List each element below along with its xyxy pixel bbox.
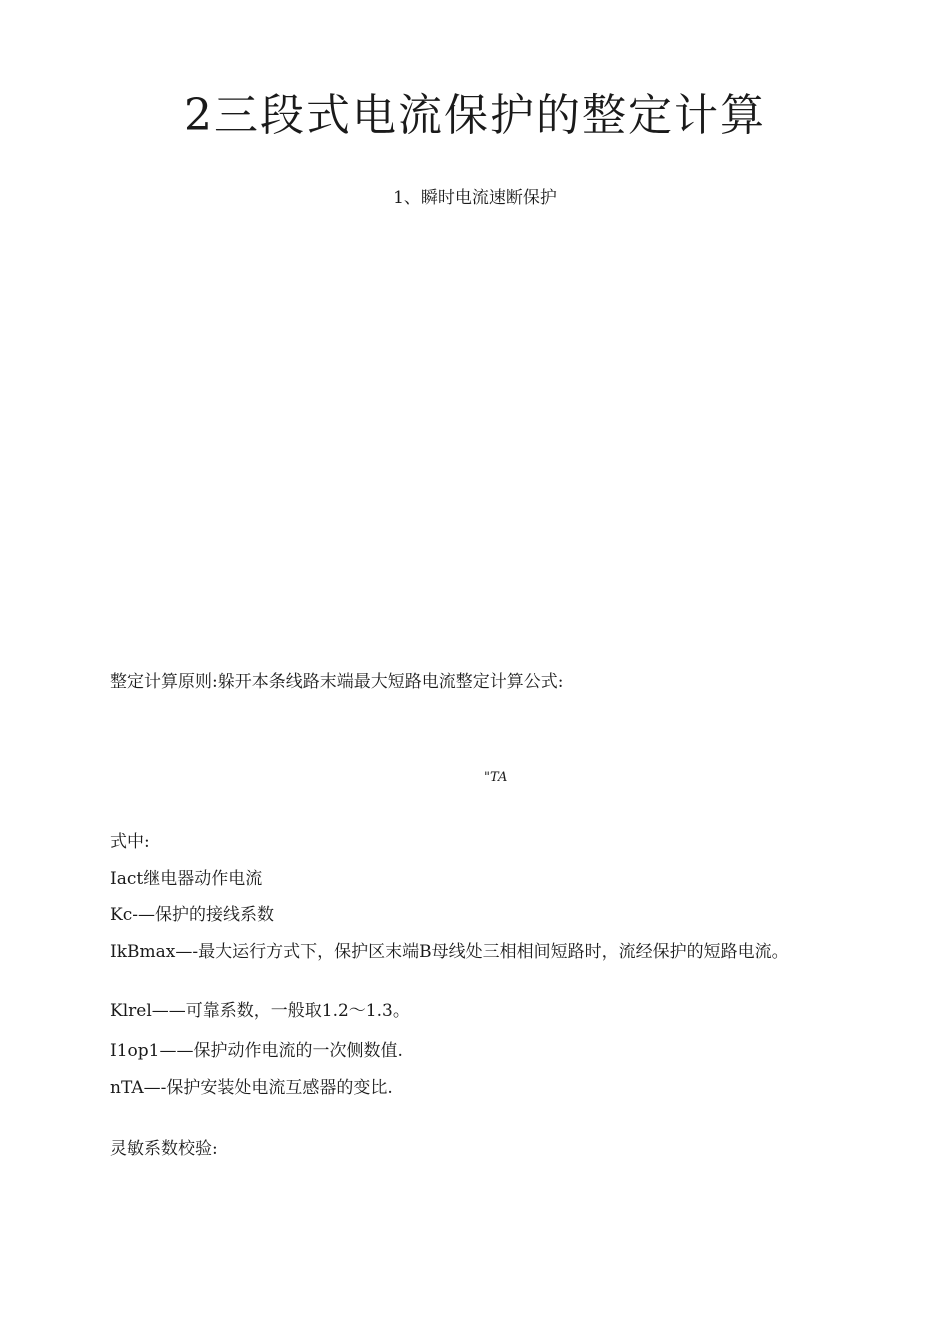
where-label: 式中:	[110, 832, 150, 852]
blank-figure-area	[110, 230, 840, 650]
section-heading: 1、瞬时电流速断保护	[393, 188, 557, 208]
definition-item: Kc-—保护的接线系数	[110, 905, 274, 925]
definition-item: I1op1——保护动作电流的一次侧数值.	[110, 1041, 403, 1061]
definition-item: IkBmax—-最大运行方式下，保护区末端B母线处三相相间短路时，流经保护的短路电流。	[110, 942, 789, 962]
sensitivity-label: 灵敏系数校验:	[110, 1139, 218, 1159]
definition-item: nTA—-保护安装处电流互感器的变比.	[110, 1078, 393, 1098]
definition-item: Iact继电器动作电流	[110, 869, 263, 889]
page-title: 2三段式电流保护的整定计算	[184, 90, 766, 141]
formula-fragment: "TA	[484, 770, 508, 785]
definition-item: Klrel——可靠系数，一般取1.2〜1.3。	[110, 1001, 410, 1021]
principle-text: 整定计算原则:躲开本条线路末端最大短路电流整定计算公式:	[110, 672, 564, 692]
